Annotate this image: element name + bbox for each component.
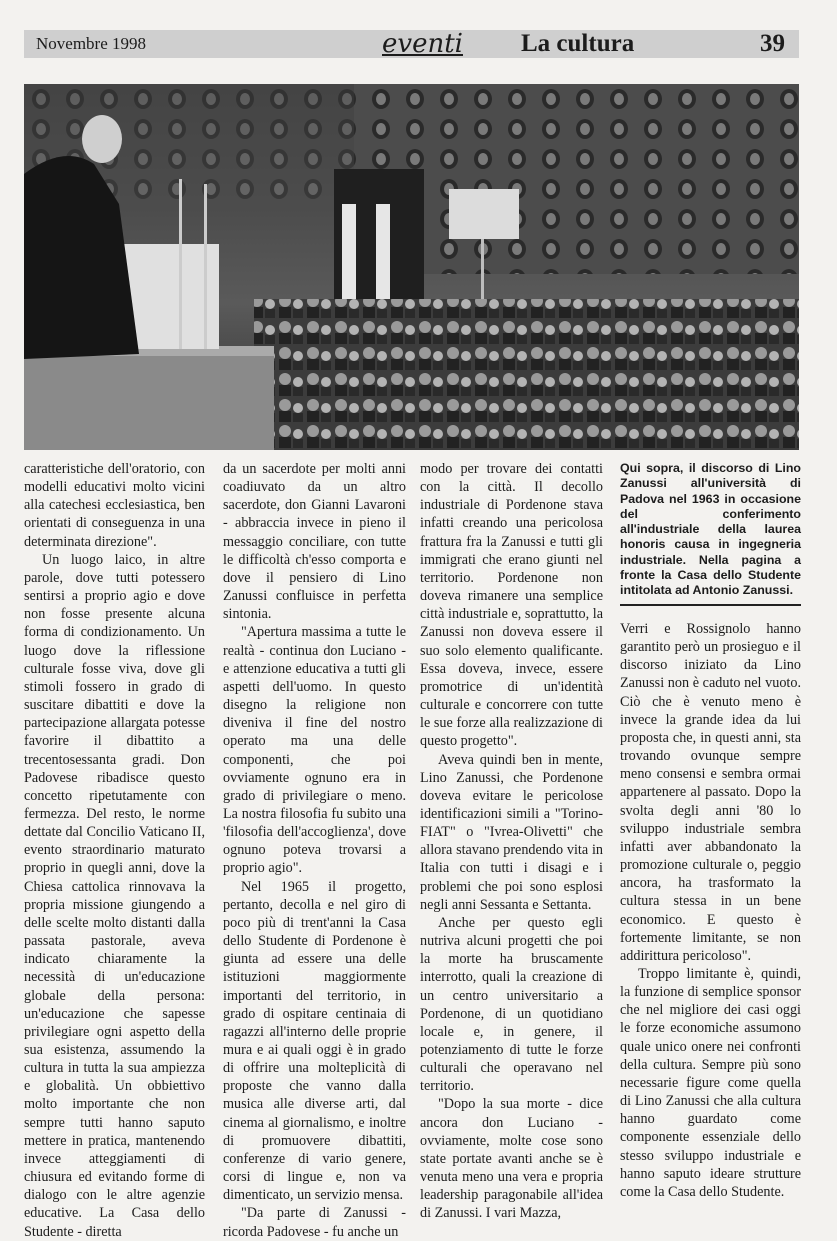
photo-image xyxy=(24,84,799,450)
page-number: 39 xyxy=(760,30,785,57)
section-title: La cultura xyxy=(521,30,635,57)
paragraph: Un luogo laico, in altre parole, dove tutti potessero sentirsi a proprio agio e dove non fosse presente alcuna forma di condizionamento. Un luogo dove la riflessione culturale fosse viva, dove gli stimoli fossero in grado di suscitare dibattiti e dove la partecipazione allargata potesse favorire il dibattito a trecentosessanta gradi. Don Padovese ribadisce questo concetto ripetutamente con fermezza. Del resto, le norme dettate dal Concilio Vaticano II, evento straordinario maturato proprio in quegli anni, dove la Chiesa cattolica rinnovava la propria missione giungendo a delle scelte molto distanti dalla passata pastorale, aveva indicato chiaramente la necessità di un'educazione globale della persona: un'educazione che sapesse privilegiare ogni aspetto della sua esistenza, assumendo la cultura in tutta la sua ampiezza e globalità. Un obbiettivo molto importante che non sempre tutti hanno saputo mettere in pratica, mantenendo invece atteggiamenti di chiusura ed evitando forme di dialogo con le altre agenzie educative. La Casa dello Studente - diretta xyxy=(24,551,205,1240)
photo-caption: Qui sopra, il discorso di Lino Zanussi all'università di Padova nel 1963 in occasione del conferimento all'industriale della laurea honoris causa in ingegneria industriale. Nella pagina a fronte la Casa dello Studente intitolata ad Antonio Zanussi. xyxy=(620,461,801,598)
issue-date: Novembre 1998 xyxy=(36,34,147,53)
article-column-2 xyxy=(223,460,406,1241)
lecture-hall-photo xyxy=(24,84,799,450)
paragraph: caratteristiche dell'oratorio, con modelli educativi molto vicini alla catechesi ecclesiastica, ben orientati di conseguenza in una determinata direzione". xyxy=(24,461,205,550)
paragraph: Aveva quindi ben in mente, Lino Zanussi, che Pordenone doveva evitare le pericolose identificazioni simili a "Torino-FIAT" o "Ivrea-Olivetti" che allora stavano prendendo vita in Italia con tutti i disagi e i problemi che poi sono esplosi negli anni Sessanta e Settanta. xyxy=(420,751,603,913)
magazine-logo: eventi xyxy=(382,29,463,59)
paragraph: "Da parte di Zanussi - ricorda Padovese - fu anche un xyxy=(223,1205,406,1240)
paragraph: da un sacerdote per molti anni coadiuvato da un altro sacerdote, don Gianni Lavaroni - abbraccia invece in pieno il messaggio conciliare, con tutte le difficoltà ch'esso comporta e dove il pensiero di Lino Zanussi confluisce in perfetta sintonia. xyxy=(223,461,406,623)
caption-divider xyxy=(620,604,801,606)
paragraph: "Apertura massima a tutte le realtà - continua don Luciano - e attenzione educativa a tutti gli aspetti dell'uomo. In questo disegno la religione non diveniva il fine del nostro operato ma una delle componenti, che poi ovviamente ognuno era in grado di privilegiare o meno. La nostra filosofia fu subito una 'filosofia dell'accoglienza', dove ognuno poteva trovarsi a proprio agio". xyxy=(223,624,406,877)
paragraph: Verri e Rossignolo hanno garantito però un prosieguo e il discorso iniziato da Lino Zanussi non è caduto nel vuoto. Ciò che è venuto meno è invece la grande idea da lui proposta che, in questi anni, sta trovando ovunque sempre meno consensi e sembra ormai appartenere al passato. Dopo la svolta degli anni '80 lo sviluppo industriale sembra infatti aver abbandonato la promozione culturale o, peggio ancora, ha trasformato la cultura stessa in un bene economico. E questo è fortemente limitante, se non addirittura pericoloso". xyxy=(620,621,801,964)
page-header xyxy=(24,30,799,58)
article-column-4 xyxy=(620,620,801,1201)
paragraph: Nel 1965 il progetto, pertanto, decolla e nel giro di poco più di trent'anni la Casa dello Studente di Pordenone è giunta ad essere una delle istituzioni maggiormente importanti del territorio, in grado di ospitare centinaia di ragazzi all'interno delle proprie mura e ai quali oggi è in grado di offrire una molteplicità di proposte che vanno dalla musica alle diverse arti, dal cinema al giornalismo, e inoltre di promuovere dibattiti, conferenze di vario genere, corsi di lingue e, non va dimenticato, un servizio mensa. xyxy=(223,878,406,1204)
paragraph: Anche per questo egli nutriva alcuni progetti che poi la morte ha bruscamente interrotto, quali la creazione di un centro universitario a Pordenone, di un quotidiano locale e, in genere, il potenziamento di tutte le forze culturali che operavano nel territorio. xyxy=(420,914,603,1095)
paragraph: modo per trovare dei contatti con la città. Il decollo industriale di Pordenone stava infatti creando una pericolosa frattura fra la Zanussi e tutti gli immigrati che erano giunti nel territorio. Pordenone non doveva rimanere una semplice città industriale e, soprattutto, la Zanussi non doveva essere il suo solo elemento qualificante. Essa doveva, invece, essere promotrice di un'identità culturale e concorrere con tutte le sue forze alla realizzazione di questo progetto". xyxy=(420,461,603,750)
article-column-3 xyxy=(420,460,603,1223)
paragraph: "Dopo la sua morte - dice ancora don Luciano - ovviamente, molte cose sono state portate avanti anche se è venuta meno una vera e propria leadership paragonabile all'idea di Zanussi. I vari Mazza, xyxy=(420,1096,603,1222)
article-column-1 xyxy=(24,460,205,1241)
paragraph: Troppo limitante è, quindi, la funzione di semplice sponsor che nel migliore dei casi oggi le forze economiche assumono quale unico onere nei confronti della cultura. Sempre più sono necessarie figure come quella di Lino Zanussi che alla cultura hanno guardato come componente essenziale dello stesso sviluppo industriale e hanno saputo ideare strutture come la Casa dello Studente. xyxy=(620,965,801,1200)
